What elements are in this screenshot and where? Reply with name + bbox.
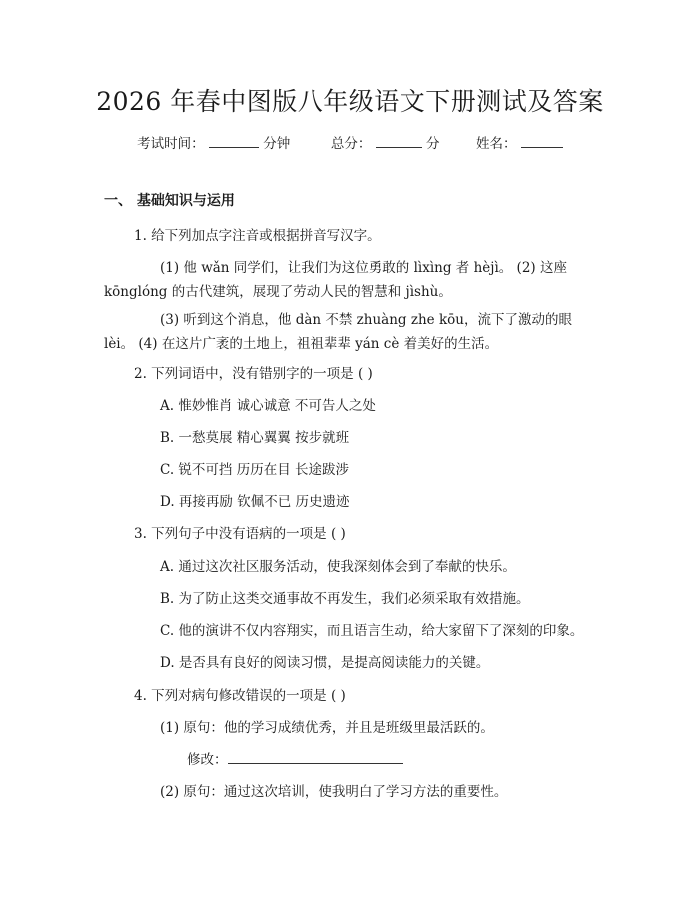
- time-blank[interactable]: [209, 133, 259, 148]
- question-2-option-c[interactable]: C. 锐不可挡 历历在目 长途跋涉: [160, 462, 350, 478]
- time-label: 考试时间：: [137, 136, 205, 152]
- page-title: 2026 年春中图版八年级语文下册测试及答案: [96, 87, 604, 116]
- question-2-option-a[interactable]: A. 惟妙惟肖 诚心诚意 不可告人之处: [160, 398, 376, 414]
- name-label: 姓名：: [476, 136, 517, 152]
- question-1-line-3: (3) 听到这个消息，他 dàn 不禁 zhuàng zhe kōu，流下了激动的眼: [160, 312, 572, 328]
- name-blank[interactable]: [521, 133, 563, 148]
- time-unit: 分钟: [263, 136, 291, 152]
- revise-label: 修改：: [187, 752, 228, 768]
- question-1-line-4: lèi。 (4) 在这片广袤的土地上，祖祖辈辈 yán cè 着美好的生活。: [104, 336, 499, 352]
- score-label: 总分：: [330, 136, 372, 152]
- question-2-option-b[interactable]: B. 一愁莫展 精心翼翼 按步就班: [160, 430, 350, 446]
- score-blank[interactable]: [376, 133, 422, 148]
- question-2-stem: 2. 下列词语中，没有错别字的一项是 ( ): [134, 366, 373, 382]
- section-heading: 一、 基础知识与运用: [104, 193, 235, 209]
- question-2-option-d[interactable]: D. 再接再励 钦佩不已 历史遗迹: [160, 494, 350, 510]
- question-3-stem: 3. 下列句子中没有语病的一项是 ( ): [134, 526, 346, 542]
- question-1-line-1: (1) 他 wǎn 同学们，让我们为这位勇敢的 lìxìng 者 hèjì。 (2) 这座: [160, 260, 567, 276]
- question-1-stem: 1. 给下列加点字注音或根据拼音写汉字。: [134, 228, 381, 244]
- revise-answer-blank[interactable]: [228, 749, 403, 764]
- question-3-option-d[interactable]: D. 是否具有良好的阅读习惯，是提高阅读能力的关键。: [160, 655, 490, 671]
- question-4-item-1: (1) 原句：他的学习成绩优秀，并且是班级里最活跃的。: [160, 720, 494, 736]
- question-4-stem: 4. 下列对病句修改错误的一项是 ( ): [134, 688, 346, 704]
- question-1-line-2: kōnglóng 的古代建筑，展现了劳动人民的智慧和 jìshù。: [104, 284, 452, 300]
- question-3-option-b[interactable]: B. 为了防止这类交通事故不再发生，我们必须采取有效措施。: [160, 591, 530, 607]
- question-4-revise: [187, 748, 403, 768]
- question-3-option-a[interactable]: A. 通过这次社区服务活动，使我深刻体会到了奉献的快乐。: [160, 559, 516, 575]
- question-3-option-c[interactable]: C. 他的演讲不仅内容翔实，而且语言生动，给大家留下了深刻的印象。: [160, 623, 584, 639]
- score-unit: 分: [425, 136, 440, 152]
- question-4-item-2: (2) 原句：通过这次培训，使我明白了学习方法的重要性。: [160, 784, 508, 800]
- exam-info-line: [0, 132, 700, 152]
